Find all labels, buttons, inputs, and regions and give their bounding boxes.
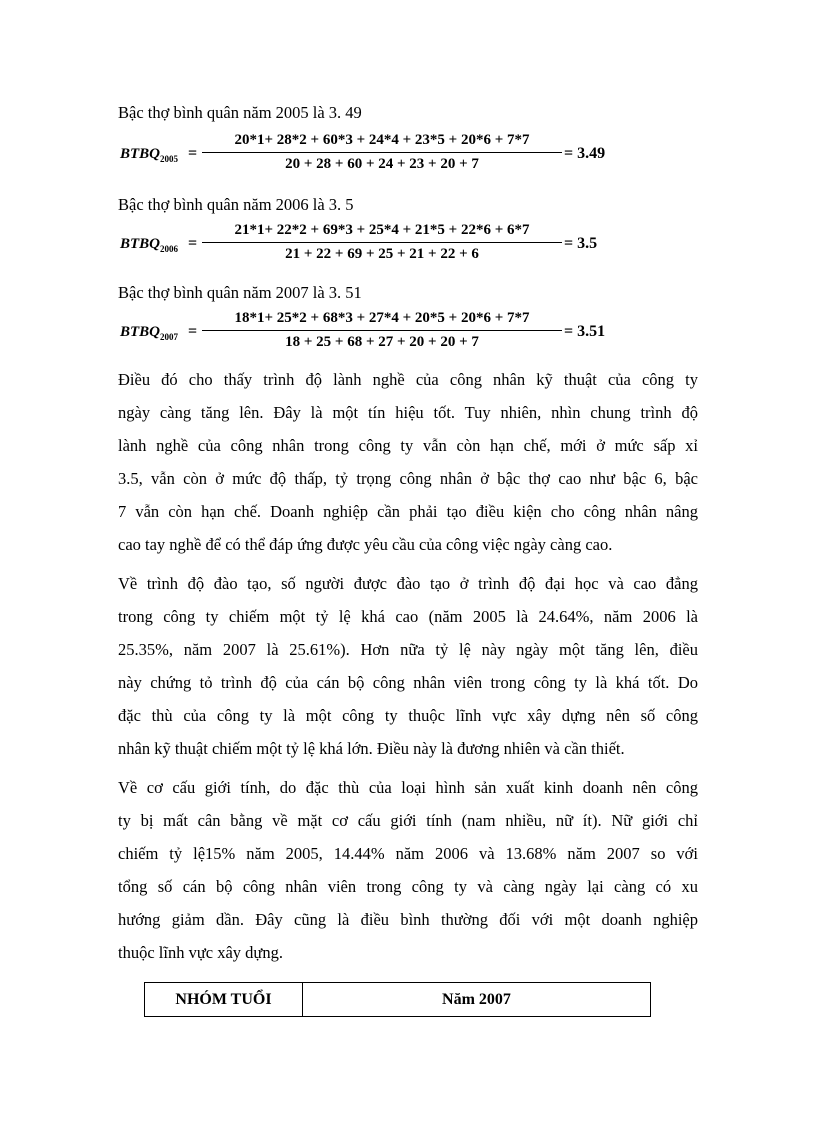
formula-fraction <box>202 132 562 173</box>
line-2005: Bậc thợ bình quân năm 2005 là 3. 49 <box>118 103 362 122</box>
table-header-row <box>145 983 651 1017</box>
formula-denominator: 20 + 28 + 60 + 24 + 23 + 20 + 7 <box>285 156 479 172</box>
header-age-group: NHÓM TUỔI <box>145 983 303 1017</box>
formula-2006: $BTBQ_{2006}$ = 21*1+ 22*2 + 69*3 + 25*4 + 21*5 + 22*6 + 6*7 21 + 22 + 69 + 25 + 21 + 22 + 6 = 3.5 <box>120 222 598 262</box>
paragraph-skill-level: Điều đó cho thấy trình độ lành nghề của công nhân kỹ thuật của công ty ngày càng tăng lên. Đây là một tín hiệu tốt. Tuy nhiên, nhìn chung trình độ lành nghề của công nhân trong công ty vẫn còn hạn chế, mới ở mức sấp xỉ 3.5, vẫn còn ở mức độ thấp, tỷ trọng công nhân ở bậc thợ cao như bậc 6, bậc 7 vẫn còn hạn chế. Doanh nghiệp cần phải tạo điều kiện cho công nhân nâng cao tay nghề để có thể đáp ứng được yêu cầu của công việc ngày càng cao. <box>118 370 698 554</box>
formula-lhs: $BTBQ_{2006}$ <box>120 236 179 254</box>
line-2007: Bậc thợ bình quân năm 2007 là 3. 51 <box>118 283 362 302</box>
formula-numerator: 21*1+ 22*2 + 69*3 + 25*4 + 21*5 + 22*6 + 6*7 <box>234 222 530 238</box>
formula-denominator: 18 + 25 + 68 + 27 + 20 + 20 + 7 <box>285 334 479 350</box>
formula-numerator: 20*1+ 28*2 + 60*3 + 24*4 + 23*5 + 20*6 + 7*7 <box>234 132 530 148</box>
formula-2007: $BTBQ_{2007}$ = 18*1+ 25*2 + 68*3 + 27*4 + 20*5 + 20*6 + 7*7 18 + 25 + 68 + 27 + 20 + 20 + 7 = 3.51 <box>120 310 606 350</box>
age-group-table <box>144 982 651 1017</box>
formula-numerator: 18*1+ 25*2 + 68*3 + 27*4 + 20*5 + 20*6 + 7*7 <box>234 310 530 326</box>
formula-result: = 3.49 <box>564 145 606 162</box>
paragraph-education: Về trình độ đào tạo, số người được đào tạo ở trình độ đại học và cao đẳng trong công ty chiếm một tỷ lệ khá cao (năm 2005 là 24.64%, năm 2006 là 25.35%, năm 2007 là 25.61%). Hơn nữa tỷ lệ này ngày một tăng lên, điều này chứng tỏ trình độ của cán bộ công nhân viên trong công ty là khá tốt. Do đặc thù của công ty là một công ty thuộc lĩnh vực xây dựng nên số công nhân kỹ thuật chiếm một tỷ lệ khá lớn. Điều này là đương nhiên và cần thiết. <box>118 574 698 758</box>
paragraph-gender: Về cơ cấu giới tính, do đặc thù của loại hình sản xuất kinh doanh nên công ty bị mất cân bằng về mặt cơ cấu giới tính (nam nhiều, nữ ít). Nữ giới chỉ chiếm tỷ lệ15% năm 2005, 14.44% năm 2006 và 13.68% năm 2007 so với tổng số cán bộ công nhân viên trong công ty và càng ngày lại càng có xu hướng giảm dần. Đây cũng là điều bình thường đối với một doanh nghiệp thuộc lĩnh vực xây dựng. <box>118 778 698 962</box>
header-year-2007: Năm 2007 <box>303 983 651 1017</box>
formula-lhs: $BTBQ_{2005}$ <box>120 146 179 164</box>
formula-2005: $BTBQ_{2005}$ = 20*1+ 28*2 + 60*3 + 24*4 + 23*5 + 20*6 + 7*7 20 + 28 + 60 + 24 + 23 + 20 + 7 = 3.49 <box>120 132 606 172</box>
line-2006: Bậc thợ bình quân năm 2006 là 3. 5 <box>118 195 354 214</box>
formula-result: = 3.5 <box>564 235 598 252</box>
formula-lhs: $BTBQ_{2007}$ <box>120 324 179 342</box>
formula-fraction <box>202 222 562 263</box>
formula-fraction <box>202 310 562 351</box>
formula-result: = 3.51 <box>564 323 606 340</box>
formula-denominator: 21 + 22 + 69 + 25 + 21 + 22 + 6 <box>285 246 479 262</box>
